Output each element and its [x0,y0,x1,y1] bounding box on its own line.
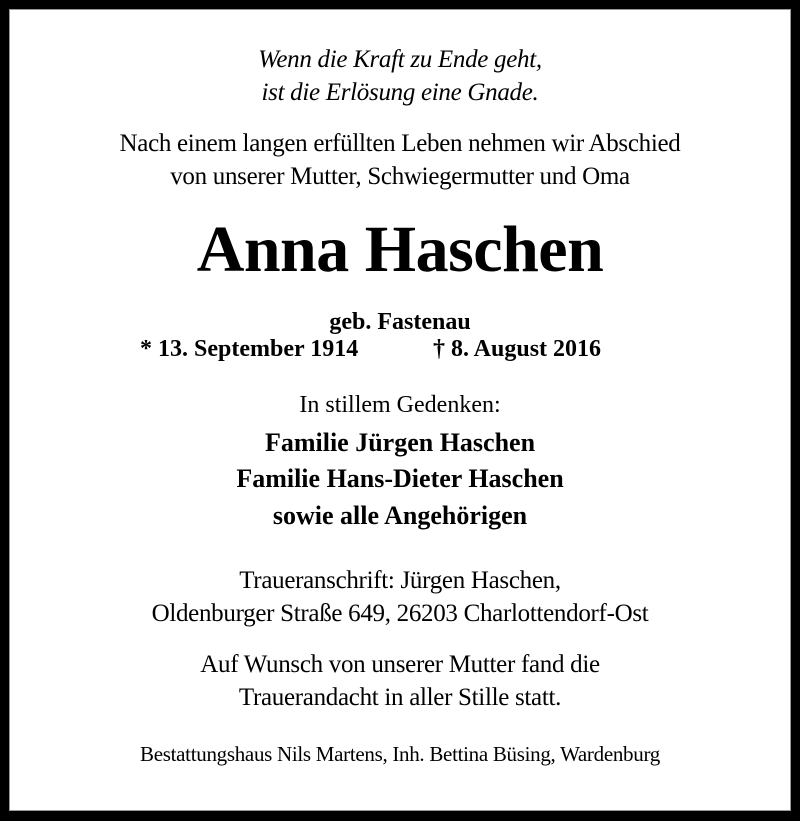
address-line-2: Oldenburger Straße 649, 26203 Charlottendorf-Ost [151,600,649,627]
family-line-1: Familie Jürgen Haschen [264,428,536,457]
birth-date: * 13. September 1914 [140,336,359,362]
note-line-2: Trauerandacht in aller Stille statt. [238,684,562,711]
deceased-name: Anna Haschen [196,213,604,286]
undertaker-footer: Bestattungshaus Nils Martens, Inh. Bettina Büsing, Wardenburg [140,742,660,766]
mourners-heading: In stillem Gedenken: [299,392,501,418]
note-line-1: Auf Wunsch von unserer Mutter fand die [200,651,600,678]
family-line-3: sowie alle Angehörigen [272,501,528,530]
obituary-notice [9,9,791,811]
family-line-2: Familie Hans-Dieter Haschen [236,464,564,493]
intro-line-1: Nach einem langen erfüllten Leben nehmen wir Abschied [119,130,681,157]
motto-line-1: Wenn die Kraft zu Ende geht, [258,46,542,73]
intro-line-2: von unserer Mutter, Schwiegermutter und Oma [170,163,630,190]
maiden-name: geb. Fastenau [329,309,471,335]
address-line-1: Traueranschrift: Jürgen Haschen, [239,567,561,594]
life-dates [9,336,791,366]
death-date: † 8. August 2016 [433,336,602,362]
motto-line-2: ist die Erlösung eine Gnade. [261,79,539,106]
